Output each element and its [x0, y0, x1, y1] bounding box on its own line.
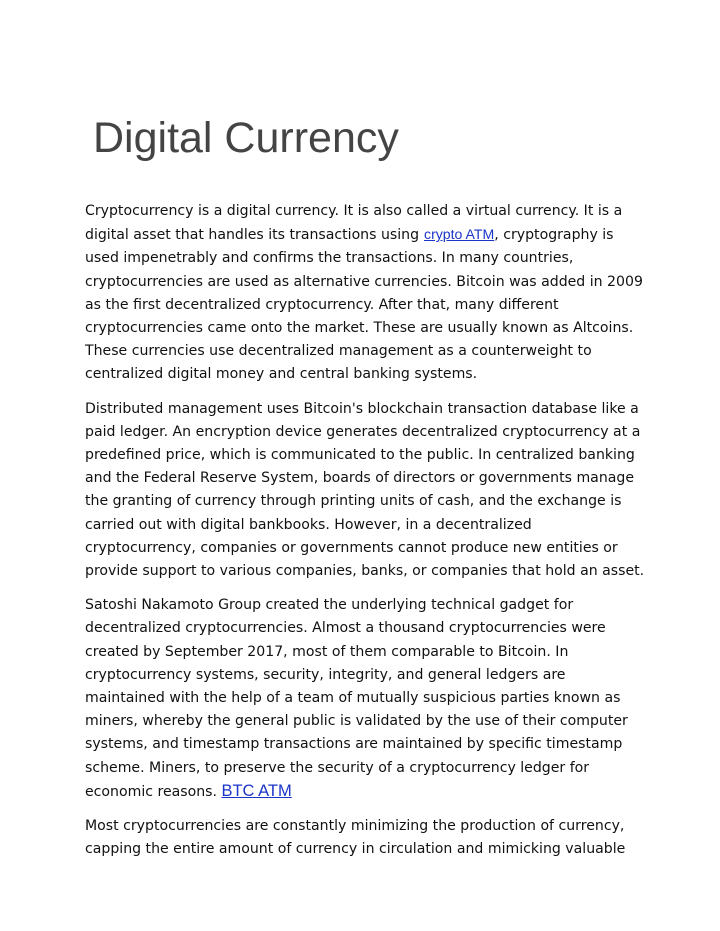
paragraph-4: Most cryptocurrencies are constantly minimizing the production of currency, capping the entire amount of currency in circulation and mimicking valuable — [85, 818, 626, 858]
document-body — [85, 200, 645, 872]
paragraph-2: Distributed management uses Bitcoin's blockchain transaction database like a paid ledger. An encryption device generates decentralized cryptocurrency at a predefined price, which is communicated to the public. In centralized banking and the Federal Reserve System, boards of directors or governments manage the granting of currency through printing units of cash, and the exchange is carried out with digital bankbooks. However, in a decentralized cryptocurrency, companies or governments cannot produce new entities or provide support to various companies, banks, or companies that hold an asset. — [85, 400, 645, 580]
paragraph-1 — [85, 200, 645, 387]
paragraph-1-text-start: Cryptocurrency is a digital currency. It is also called a virtual currency. It is a digital asset that handles its transactions using — [85, 203, 623, 244]
btc-atm-link[interactable]: BTC ATM — [221, 781, 292, 800]
crypto-atm-link[interactable]: crypto ATM — [424, 226, 495, 243]
paragraph-1-text-end: , cryptography is used impenetrably and confirms the transactions. In many countries, cryptocurrencies are used as alternative currencies. Bitcoin was added in 2009 as the first decentralized cryptocurrency. After that, many different cryptocurrencies came onto the market. These are usually known as Altcoins. These currencies use decentralized management as a counterweight to centralized digital money and central banking systems. — [85, 227, 643, 383]
page-title: Digital Currency — [93, 114, 399, 162]
paragraph-3 — [85, 594, 645, 804]
paragraph-3-text: Satoshi Nakamoto Group created the underlying technical gadget for decentralized cryptocurrencies. Almost a thousand cryptocurrencies were created by September 2017, most of them comparable to Bitcoin. In cryptocurrency systems, security, integrity, and general ledgers are maintained with the help of a team of mutually suspicious parties known as miners, whereby the general public is validated by the use of their computer systems, and timestamp transactions are maintained by specific timestamp scheme. Miners, to preserve the security of a cryptocurrency ledger for economic reasons. — [85, 597, 628, 800]
